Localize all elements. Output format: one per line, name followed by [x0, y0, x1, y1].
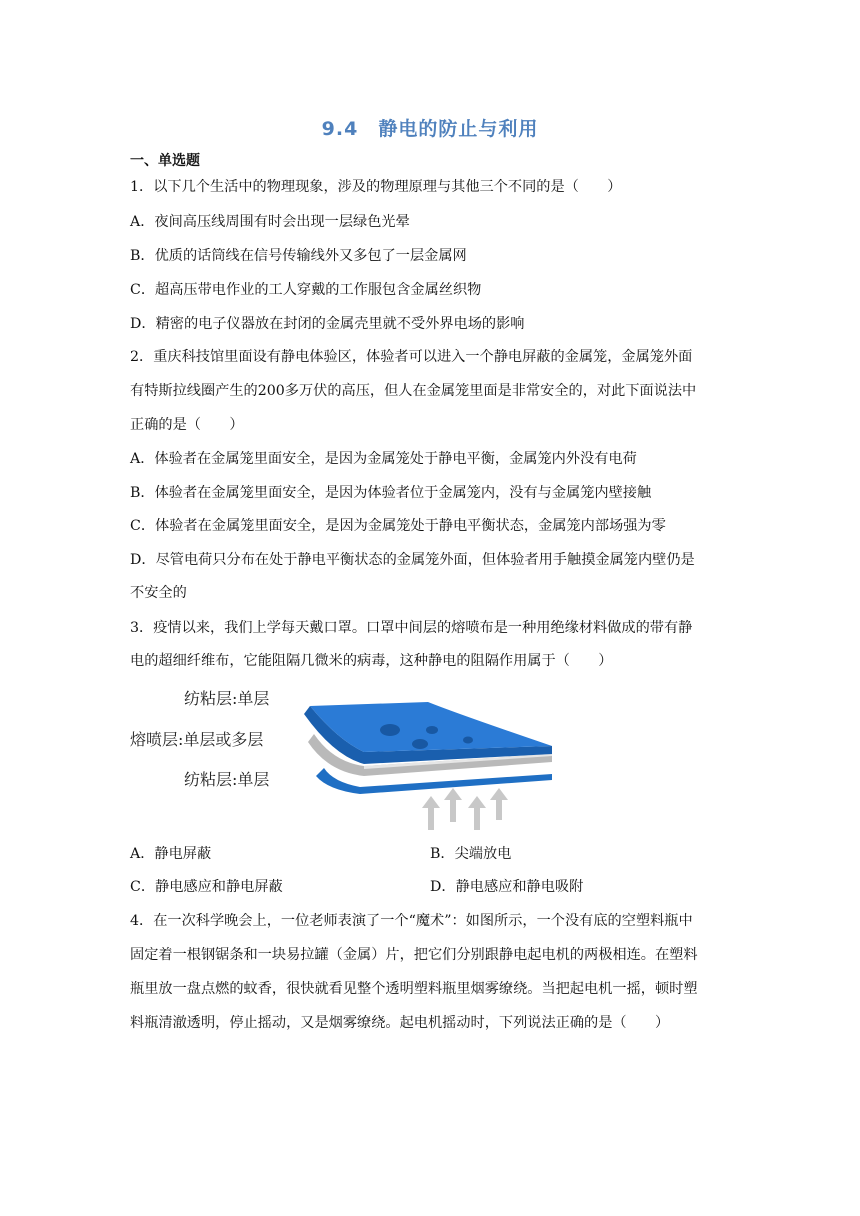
q2-option-d-line2: 不安全的	[130, 585, 187, 601]
q3-option-c: C．静电感应和静电屏蔽	[130, 879, 283, 895]
q3-option-b: B．尖端放电	[430, 846, 512, 862]
q4-stem-line1: 4．在一次科学晚会上，一位老师表演了一个“魔术”：如图所示，一个没有底的空塑料瓶中	[130, 913, 693, 929]
q4-stem-line2: 固定着一根钢锯条和一块易拉罐（金属）片，把它们分别跟静电起电机的两极相连。在塑料	[130, 947, 698, 963]
q2-option-d-line1: D．尽管电荷只分布在处于静电平衡状态的金属笼外面，但体验者用手触摸金属笼内壁仍是	[130, 552, 695, 568]
q2-stem-line1: 2．重庆科技馆里面设有静电体验区，体验者可以进入一个静电屏蔽的金属笼，金属笼外面	[130, 349, 693, 365]
virus-dot	[380, 724, 400, 736]
label-middle-layer: 熔喷层:单层或多层	[130, 730, 264, 749]
arrow-icon	[422, 796, 440, 830]
mask-layers-diagram	[128, 684, 558, 830]
arrow-icon	[490, 788, 508, 820]
mask-layers-figure	[128, 684, 558, 830]
q1-option-b: B．优质的话筒线在信号传输线外又多包了一层金属网	[130, 248, 467, 264]
virus-dot	[463, 737, 473, 744]
virus-dot	[426, 726, 438, 734]
section-heading: 一、单选题	[130, 153, 200, 169]
q2-stem-line2: 有特斯拉线圈产生的200多万伏的高压，但人在金属笼里面是非常安全的，对此下面说法中	[130, 383, 697, 399]
q1-option-a: A．夜间高压线周围有时会出现一层绿色光晕	[130, 214, 410, 230]
q2-option-b: B．体验者在金属笼里面安全，是因为体验者位于金属笼内，没有与金属笼内壁接触	[130, 485, 652, 501]
q4-stem-line3: 瓶里放一盘点燃的蚊香，很快就看见整个透明塑料瓶里烟雾缭绕。当把起电机一摇，顿时塑	[130, 981, 698, 997]
q1-stem: 1．以下几个生活中的物理现象，涉及的物理原理与其他三个不同的是（ ）	[130, 179, 622, 195]
label-bottom-layer: 纺粘层:单层	[184, 770, 270, 789]
q3-stem-line2: 电的超细纤维布，它能阻隔几微米的病毒，这种静电的阻隔作用属于（ ）	[130, 653, 613, 669]
label-top-layer: 纺粘层:单层	[184, 689, 270, 708]
q1-option-c: C．超高压带电作业的工人穿戴的工作服包含金属丝织物	[130, 282, 482, 298]
airflow-arrows	[422, 788, 508, 830]
q1-option-d: D．精密的电子仪器放在封闭的金属壳里就不受外界电场的影响	[130, 316, 525, 332]
virus-dot	[412, 739, 428, 749]
arrow-icon	[444, 788, 462, 822]
q3-option-d: D．静电感应和静电吸附	[430, 879, 584, 895]
page-title: 9.4 静电的防止与利用	[321, 118, 539, 140]
q2-option-a: A．体验者在金属笼里面安全，是因为金属笼处于静电平衡，金属笼内外没有电荷	[130, 451, 637, 467]
arrow-icon	[468, 796, 486, 830]
q3-stem-line1: 3．疫情以来，我们上学每天戴口罩。口罩中间层的熔喷布是一种用绝缘材料做成的带有静	[130, 620, 693, 636]
q3-option-a: A．静电屏蔽	[130, 846, 212, 862]
q2-stem-line3: 正确的是（ ）	[130, 417, 244, 433]
q4-stem-line4: 料瓶清澈透明，停止摇动，又是烟雾缭绕。起电机摇动时，下列说法正确的是（ ）	[130, 1015, 670, 1031]
q2-option-c: C．体验者在金属笼里面安全，是因为金属笼处于静电平衡状态，金属笼内部场强为零	[130, 518, 666, 534]
